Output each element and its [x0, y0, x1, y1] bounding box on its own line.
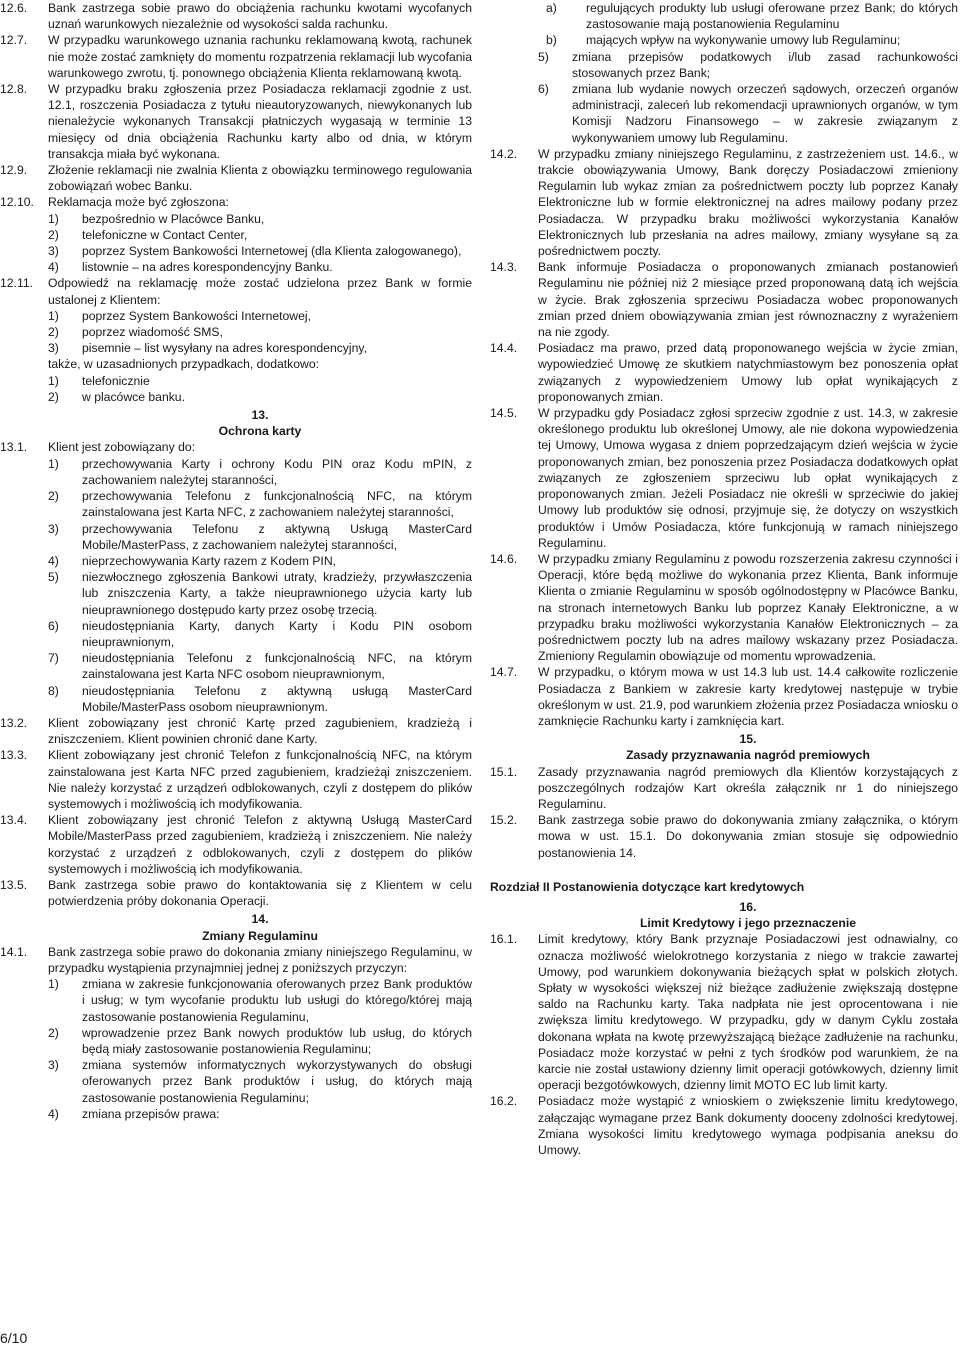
list-item-marker: 5) — [538, 49, 549, 64]
clause-number: 13.5. — [0, 877, 28, 892]
clause-number: 15.1. — [490, 764, 518, 779]
clause-text: Klient zobowiązany jest chronić Telefon z funkcjonalnością NFC, na którym zainstalowana jest Karta NFC przed zagubieniem, kradzieżąi zniszczeniem. Nie należy korzystać z urządzeń odblokowanych, czyli z dostępem do plików systemowych i możliwością ich modyfikowania. — [48, 748, 472, 811]
clause-number: 13.2. — [0, 715, 28, 730]
list-item-text: wprowadzenie przez Bank nowych produktów lub usług, do których będą miały zastosowanie postanowienia Regulaminu; — [82, 1025, 472, 1056]
list-item-marker: 2) — [48, 227, 59, 242]
list-item-text: zmiana przepisów podatkowych i/lub zasad rachunkowości stosowanych przez Bank; — [572, 49, 958, 80]
list-item-marker: 2) — [48, 1025, 59, 1040]
clause-text: Odpowiedź na reklamację może zostać udzielona przez Bank w formie ustalonej z Klientem: — [48, 276, 472, 307]
clause-number: 14.6. — [490, 551, 518, 566]
list-item-text: telefonicznie — [82, 373, 150, 388]
clause-text: Bank informuje Posiadacza o proponowanych zmianach postanowień Regulaminu nie później niż 2 miesiące przed proponowaną datą ich wejścia w życie. Brak zgłoszenia sprzeciwu Posiadacza wobec proponowanych zmian przed dniem obowiązywania zmian jest równoznaczny z wyrażeniem na nie zgody. — [538, 260, 958, 340]
list-item-marker: 4) — [48, 260, 59, 275]
clause-text: W przypadku warunkowego uznania rachunku reklamowaną kwotą, rachunek nie może zostać zamknięty do momentu rozpatrzenia reklamacji lub wycofania warunkowego zwrotu, tj. ponownego obciążenia Klienta reklamowaną kwotą. — [48, 33, 472, 80]
clause-text: W przypadku zmiany Regulaminu z powodu rozszerzenia zakresu czynności i Operacji, które będą możliwe do wykonania przez Klienta, Bank informuje Klienta o zmianie Regulaminu w sposób ogólnodostępny w Placówce Banku, na stronach internetowych Banku lub poprzez Kanały Elektroniczne, a w przypadku braku możliwości wykorzystania Kanałów Elektronicznych – za pośrednictwem poczty lub na adres mailowy wskazany przez Posiadacza. Zmieniony Regulamin obowiązuje od momentu wprowadzenia. — [538, 551, 958, 664]
list-item — [0, 553, 472, 569]
list-item-text: telefoniczne w Contact Center, — [82, 227, 248, 242]
clause-text: Limit kredytowy, który Bank przyznaje Posiadaczowi jest odnawialny, co oznacza możliwość wielokrotnego korzystania z niego w trakcie zawartej Umowy, pod warunkiem dokonywania bieżących spłat w polskich złotych. Spłaty w wysokości większej niż bieżące zadłużenie zwiększają dostępne saldo na Rachunku karty. Taka nadpłata nie jest oprocentowana i nie zwiększa limitu kredytowego. W przypadku, gdy w danym Cyklu została dokonana wpłata na kwotę przewyższającą bieżące zadłużenie na rachunku, Posiadacz może korzystać w pełni z tych środków pod warunkiem, że na karcie nie został ustawiony dzienny limit operacji gotówkowych, dzienny limit operacji bezgotówkowych, dzienny limit MOTO EC lub limit karty. — [538, 932, 958, 1093]
right-column — [490, 0, 958, 1158]
list-item-marker: 2) — [48, 489, 59, 504]
list-item-marker: 2) — [48, 389, 59, 404]
clause-text: Bank zastrzega sobie prawo do dokonania zmiany niniejszego Regulaminu, w przypadku wystąpienia przynajmniej jednej z poniższych przyczyn: — [48, 944, 472, 975]
clause-number: 14.1. — [0, 944, 28, 959]
clause-number: 14.3. — [490, 260, 518, 275]
list-item — [0, 569, 472, 618]
section-heading: Ochrona karty — [218, 424, 302, 439]
clause-number: 12.11. — [0, 276, 33, 291]
list-item-text: pisemnie – list wysyłany na adres korespondencyjny, — [82, 341, 367, 356]
sub-list-item-text: mających wpływ na wykonywanie umowy lub Regulaminu; — [586, 33, 901, 48]
list-item — [0, 1106, 472, 1122]
list-item-marker: 6) — [538, 82, 549, 97]
list-item-marker: 1) — [48, 308, 59, 323]
clause — [490, 664, 958, 729]
list-item — [490, 81, 958, 146]
clause — [0, 275, 472, 307]
clause — [490, 551, 958, 664]
clause — [490, 146, 958, 259]
clause-text: Klient zobowiązany jest chronić Kartę przed zagubieniem, kradzieżą i zniszczeniem. Klient powinien chronić dane Karty. — [48, 715, 472, 747]
list-item — [0, 456, 472, 488]
list-item — [0, 324, 472, 340]
clause — [0, 81, 472, 162]
list-item-marker: 4) — [48, 1106, 59, 1121]
clause-text: Złożenie reklamacji nie zwalnia Klienta z obowiązku terminowego regulowania zobowiązań wobec Banku. — [48, 163, 472, 194]
chapter-heading: Rozdział II Postanowienia dotyczące kart kredytowych — [490, 879, 805, 894]
list-item-text: poprzez System Bankowości Internetowej, — [82, 308, 311, 323]
clause — [0, 194, 472, 210]
list-item-text: niezwłocznego zgłoszenia Bankowi utraty, kradzieży, przywłaszczenia lub zniszczenia Karty, a także nieuprawnionego użycia karty lub nieuprawnionego dostępudo karty przez osobę trzecią. — [82, 570, 472, 617]
list-item-text: w placówce banku. — [82, 389, 185, 404]
sub-list-item — [490, 0, 958, 32]
list-item — [0, 211, 472, 227]
section-heading: 16. — [739, 899, 757, 914]
clause — [490, 340, 958, 405]
list-item-text: przechowywania Karty i ochrony Kodu PIN oraz Kodu mPIN, z zachowaniem należytej staranności, — [82, 456, 472, 487]
list-item — [490, 49, 958, 81]
sub-list-item — [490, 32, 958, 48]
section-heading: Limit Kredytowy i jego przeznaczenie — [639, 916, 857, 931]
list-item — [0, 373, 472, 389]
list-item-marker: 3) — [48, 521, 59, 536]
clause — [0, 715, 472, 747]
paragraph: także, w uzasadnionych przypadkach, dodatkowo: — [48, 357, 319, 372]
clause-text: Klient jest zobowiązany do: — [48, 440, 196, 455]
list-item-marker: 3) — [48, 1058, 59, 1073]
clause — [490, 812, 958, 861]
list-item — [0, 976, 472, 1025]
list-item-marker: 5) — [48, 570, 59, 585]
list-item-text: nieprzechowywania Karty razem z Kodem PIN, — [82, 553, 337, 568]
clause-number: 16.2. — [490, 1094, 518, 1109]
clause-number: 12.10. — [0, 195, 34, 210]
list-item — [0, 259, 472, 275]
clause — [490, 931, 958, 1093]
clause-text: W przypadku gdy Posiadacz zgłosi sprzeciw zgodnie z ust. 14.3, w zakresie określonego produktu lub określonej Umowy, ale nie dokona wypowiedzenia tej Umowy, Umowa wygasa z dniem poprzedzającym dzień wejścia w życie proponowanych zmian, bez ponoszenia przez Posiadacza dodatkowych opłat związanych ze zgłoszeniem sprzeciwu lub opłat wynikających z proponowanych zmian. Jeżeli Posiadacz nie określi w sprzeciwie do jakiej Umowy lub produktów się odnosi, przyjmuje się, że dotyczy on wszystkich produktów i Umów Posiadacza, które funkcjonują w ramach niniejszego Regulaminu. — [538, 406, 958, 550]
list-item — [0, 1025, 472, 1057]
list-item-text: przechowywania Telefonu z funkcjonalnością NFC, na którym zainstalowana jest Karta NFC, z zachowaniem należytej staranności, — [82, 489, 472, 520]
clause-number: 14.7. — [490, 665, 518, 680]
list-item-marker: 8) — [48, 683, 59, 698]
list-item — [0, 683, 472, 715]
clause-text: Bank zastrzega sobie prawo do kontaktowania się z Klientem w celu potwierdzenia próby dokonania Operacji. — [48, 877, 472, 909]
list-item — [0, 243, 472, 259]
clause-text: W przypadku zmiany niniejszego Regulaminu, z zastrzeżeniem ust. 14.6., w trakcie obowiązywania Umowy, Bank doręczy Posiadaczowi zmieniony Regulamin lub wykaz zmian za pośrednictwem poczty lub poprzez Kanały Elektroniczne lub w formie elektronicznej na adres mailowy podany przez Posiadacza. W przypadku braku możliwości wykorzystania Kanałów Elektronicznych lub przesłania na adres mailowy, zmiany wysyłane są za pośrednictwem poczty. — [538, 146, 958, 259]
list-item — [0, 308, 472, 324]
list-item-text: nieudostępniania Karty, danych Karty i Kodu PIN osobom nieuprawnionym, — [82, 618, 472, 649]
section-heading: 14. — [251, 912, 269, 927]
clause-text: Reklamacja może być zgłoszona: — [48, 195, 229, 210]
clause-number: 12.6. — [0, 1, 28, 15]
clause-number: 14.2. — [490, 146, 518, 161]
list-item-text: zmiana lub wydanie nowych orzeczeń sądowych, orzeczeń organów administracji, zaleceń lub rekomendacji uprawnionych organów, w tym Komisji Nadzoru Finansowego – w zakresie związanym z wykonywaniem umowy lub Regulaminu. — [572, 82, 958, 145]
clause-number: 12.8. — [0, 82, 28, 97]
list-item — [0, 488, 472, 520]
section-heading: 13. — [251, 408, 269, 423]
section-heading: Zmiany Regulaminu — [202, 928, 318, 943]
clause — [0, 944, 472, 976]
clause-text: Posiadacz może wystąpić z wnioskiem o zwiększenie limitu kredytowego, załączając wymagane przez Bank dokumenty dooceny zdolności kredytowej. Zmiana wysokości limitu kredytowego wymaga podpisania aneksu do Umowy. — [538, 1094, 958, 1158]
clause-number: 13.1. — [0, 440, 28, 455]
clause-number: 16.1. — [490, 932, 518, 947]
clause-text: Zasady przyznawania nagród premiowych dla Klientów korzystających z poszczególnych rodzajów Kart określa załącznik nr 1 do niniejszego Regulaminu. — [538, 764, 958, 811]
list-item-marker: 1) — [48, 456, 59, 471]
list-item-text: nieudostępniania Telefonu z aktywną usługą MasterCard Mobile/MasterPass osobom nieuprawnionym. — [82, 683, 472, 714]
clause-number: 13.3. — [0, 748, 28, 763]
list-item-marker: 4) — [48, 553, 59, 568]
clause-number: 14.4. — [490, 341, 518, 356]
clause — [0, 877, 472, 909]
list-item — [0, 227, 472, 243]
section-heading: Zasady przyznawania nagród premiowych — [626, 748, 870, 763]
clause — [0, 0, 472, 32]
clause — [0, 32, 472, 81]
clause — [490, 259, 958, 340]
list-item — [0, 650, 472, 682]
clause-number: 14.5. — [490, 406, 518, 421]
clause-text: Bank zastrzega sobie prawo do dokonywania zmiany załącznika, o którym mowa w ust. 15.1. Do dokonywania zmian stosuje się odpowiednio postanowienia 14. — [538, 813, 958, 860]
list-item-marker: 1) — [48, 373, 59, 388]
list-item — [0, 1057, 472, 1106]
clause-text: W przypadku braku zgłoszenia przez Posiadacza reklamacji zgodnie z ust. 12.1, roszczenia Posiadacza z tytułu nieautoryzowanych, niewykonanych lub nienależycie wykonanych Transakcji płatniczych wygasają w terminie 13 miesięcy od dnia obciążenia Rachunku karty albo od dnia, w którym transakcja miała być wykonana. — [48, 82, 472, 161]
sub-list-item-marker: a) — [546, 1, 557, 15]
list-item-text: zmiana przepisów prawa: — [82, 1106, 220, 1121]
page-number: 6/10 — [0, 1330, 28, 1346]
list-item-text: zmiana systemów informatycznych wykorzystywanych do obsługi oferowanych przez Bank produktów i usług, do których mają zastosowanie postanowienia Regulaminu; — [82, 1058, 472, 1105]
clause — [0, 747, 472, 812]
clause-text: Bank zastrzega sobie prawo do obciążenia rachunku kwotami wycofanych uznań warunkowych niezależnie od wysokości salda rachunku. — [48, 1, 472, 32]
clause-number: 15.2. — [490, 813, 518, 828]
list-item — [0, 521, 472, 553]
clause — [490, 405, 958, 551]
list-item-text: przechowywania Telefonu z aktywną Usługą MasterCard Mobile/MasterPass, z zachowaniem należytej staranności, — [82, 521, 472, 552]
clause — [0, 162, 472, 194]
sub-list-item-marker: b) — [546, 33, 557, 48]
list-item-text: nieudostępniania Telefonu z funkcjonalnością NFC, na którym zainstalowana jest Karta NFC osobom nieuprawnionym, — [82, 651, 472, 682]
list-item-text: poprzez wiadomość SMS, — [82, 325, 223, 340]
clause-text: Posiadacz ma prawo, przed datą proponowanego wejścia w życie zmian, wypowiedzieć Umowę ze skutkiem natychmiastowym bez ponoszenia opłat związanych z wypowiedzeniem Umowy lub opłat wynikających z proponowanych zmian. — [538, 341, 958, 404]
list-item-marker: 3) — [48, 244, 59, 259]
clause — [490, 1093, 958, 1158]
clause-number: 12.9. — [0, 163, 28, 178]
clause-number: 12.7. — [0, 33, 28, 48]
list-item-marker: 2) — [48, 325, 59, 340]
list-item-marker: 6) — [48, 618, 59, 633]
list-item — [0, 618, 472, 650]
list-item-marker: 7) — [48, 651, 59, 666]
list-item — [0, 389, 472, 405]
left-column — [0, 0, 472, 1122]
clause — [0, 439, 472, 455]
clause-text: W przypadku, o którym mowa w ust 14.3 lub ust. 14.4 całkowite rozliczenie Posiadacza z Bankiem w zakresie karty kredytowej następuje w trybie określonym w ust. 21.9, pod warunkiem złożenia przez Posiadacza wniosku o zamknięcie Rachunku karty i zamknięcia kart. — [538, 665, 958, 728]
clause-number: 13.4. — [0, 813, 28, 828]
list-item-marker: 3) — [48, 341, 59, 356]
list-item-marker: 1) — [48, 977, 59, 992]
clause — [490, 764, 958, 813]
list-item-text: poprzez System Bankowości Internetowej (dla Klienta zalogowanego), — [82, 244, 462, 259]
list-item-text: bezpośrednio w Placówce Banku, — [82, 211, 265, 226]
list-item — [0, 340, 472, 356]
section-heading: 15. — [739, 732, 757, 747]
clause — [0, 812, 472, 877]
sub-list-item-text: regulujących produkty lub usługi oferowane przez Bank; do których zastosowanie mają postanowienia Regulaminu — [586, 1, 958, 32]
list-item-marker: 1) — [48, 211, 59, 226]
list-item-text: zmiana w zakresie funkcjonowania oferowanych przez Bank produktów i usług; w tym wycofanie produktu lub usługi do którego/której mają zastosowanie postanowienia Regulaminu, — [82, 977, 472, 1024]
list-item-text: listownie – na adres korespondencyjny Banku. — [82, 260, 333, 275]
clause-text: Klient zobowiązany jest chronić Telefon z aktywną Usługą MasterCard Mobile/MasterPass przed zagubieniem, kradzieżą i zniszczeniem. Nie należy korzystać z urządzeń z odblokowanych, czyli z dostępem do plików systemowych i możliwością ich modyfikowania. — [48, 813, 472, 876]
